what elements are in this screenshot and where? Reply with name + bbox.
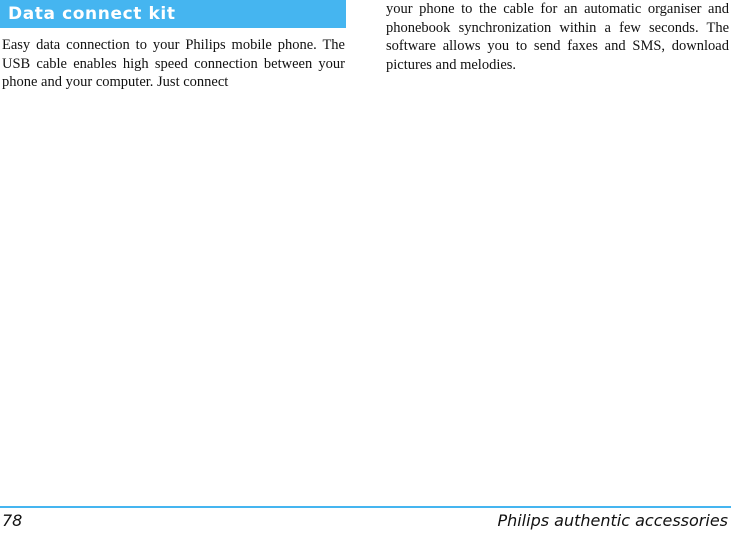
section-title: Data connect kit [8, 4, 176, 24]
chapter-title: Philips authentic accessories [497, 511, 728, 530]
body-text-left-column: Easy data connection to your Philips mobile phone. The USB cable enables high speed connection between your phone and your computer. Just connect [2, 37, 345, 90]
section-header-bar [0, 0, 346, 28]
body-text-right-column: your phone to the cable for an automatic organiser and phonebook synchronization within a few seconds. The software allows you to send faxes and SMS, download pictures and melodies. [386, 1, 729, 73]
footer-divider [0, 506, 731, 508]
page-number: 78 [2, 511, 23, 530]
